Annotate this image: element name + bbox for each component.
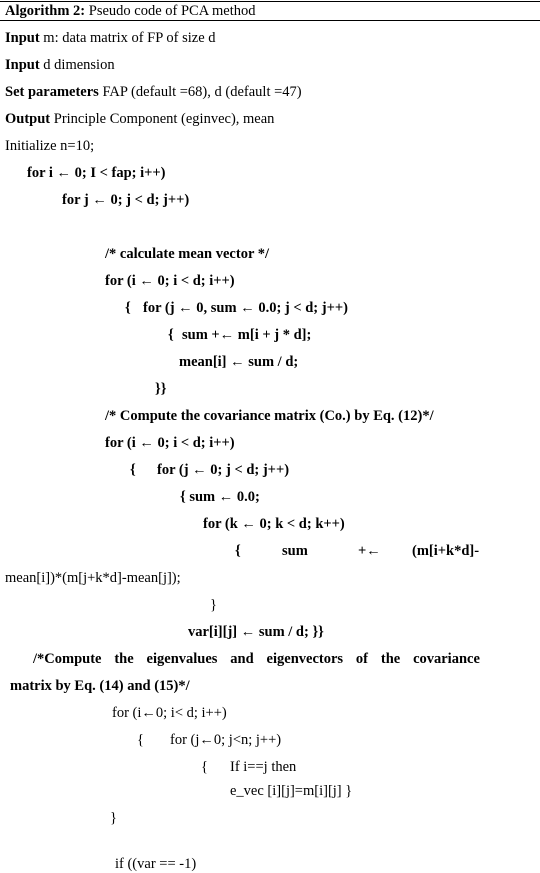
header-rule <box>0 20 540 21</box>
code-line: If i==j then <box>230 759 297 775</box>
output-text: Principle Component (eginvec), mean <box>53 111 275 127</box>
code-line: for (k ← 0; k < d; k++) <box>203 516 345 532</box>
set-parameters-line <box>5 84 302 100</box>
input-keyword: Input <box>5 57 40 73</box>
input-text: m: data matrix of FP of size d <box>43 30 216 46</box>
top-rule <box>0 1 540 2</box>
code-line: for (i ← 0; i < d; i++) <box>105 435 235 451</box>
input-text: d dimension <box>43 57 115 73</box>
comment-word: the <box>380 651 401 667</box>
code-line: for (j←0; j<n; j++) <box>170 732 282 748</box>
comment-word: eigenvalues <box>146 651 218 667</box>
code-line: for (j ← 0; j < d; j++) <box>157 462 290 478</box>
input-keyword: Input <box>5 30 40 46</box>
code-line: } <box>110 810 117 826</box>
code-line: { sum ← 0.0; <box>180 489 260 505</box>
code-line: for (j ← 0, sum ← 0.0; j < d; j++) <box>143 300 348 316</box>
code-line: mean[i] ← sum / d; <box>179 354 299 370</box>
code-line: +← <box>358 543 381 559</box>
code-line: }} <box>155 381 167 397</box>
output-keyword: Output <box>5 111 51 127</box>
comment-word: the <box>114 651 134 667</box>
code-line: } <box>210 597 217 613</box>
code-line: for (i ← 0; i < d; i++) <box>105 273 235 289</box>
comment-eigen-cont: matrix by Eq. (14) and (15)*/ <box>10 678 190 694</box>
code-line: { <box>137 732 144 748</box>
comment-word: eigenvectors <box>266 651 344 667</box>
code-line: sum <box>282 543 308 559</box>
input-line-2 <box>5 57 115 73</box>
code-line: { <box>235 543 241 559</box>
parameters-keyword: Set parameters <box>5 84 99 100</box>
comment-word: and <box>230 651 254 667</box>
comment-word: covariance <box>413 651 480 667</box>
comment-word: of <box>355 651 368 667</box>
algorithm-header <box>5 3 256 19</box>
comment-eigen <box>33 651 480 667</box>
algorithm-label: Algorithm 2: <box>5 3 86 19</box>
parameters-text: FAP (default =68), d (default =47) <box>102 84 302 100</box>
code-line: { <box>130 462 136 478</box>
code-line: mean[i])*(m[j+k*d]-mean[j]); <box>5 570 181 586</box>
code-line: { <box>201 759 208 775</box>
comment-mean: /* calculate mean vector */ <box>105 246 270 262</box>
code-line: for i ← 0; I < fap; i++) <box>27 165 166 181</box>
code-line: { <box>125 300 131 316</box>
code-line: for (i←0; i< d; i++) <box>112 705 227 721</box>
code-line: var[i][j] ← sum / d; }} <box>188 624 324 640</box>
input-line-1 <box>5 30 216 46</box>
comment-covariance: /* Compute the covariance matrix (Co.) by Eq. (12)*/ <box>105 408 434 424</box>
algorithm-title: Pseudo code of PCA method <box>88 3 256 19</box>
code-line: if ((var == -1) <box>115 856 197 872</box>
output-line <box>5 111 274 127</box>
code-line: e_vec [i][j]=m[i][j] } <box>230 783 353 799</box>
comment-word: /*Compute <box>33 651 102 667</box>
code-line: (m[i+k*d]- <box>412 543 480 559</box>
code-line: sum +← m[i + j * d]; <box>182 327 312 343</box>
code-line: for j ← 0; j < d; j++) <box>62 192 190 208</box>
code-line: { <box>168 327 174 343</box>
initialize-line: Initialize n=10; <box>5 138 95 154</box>
